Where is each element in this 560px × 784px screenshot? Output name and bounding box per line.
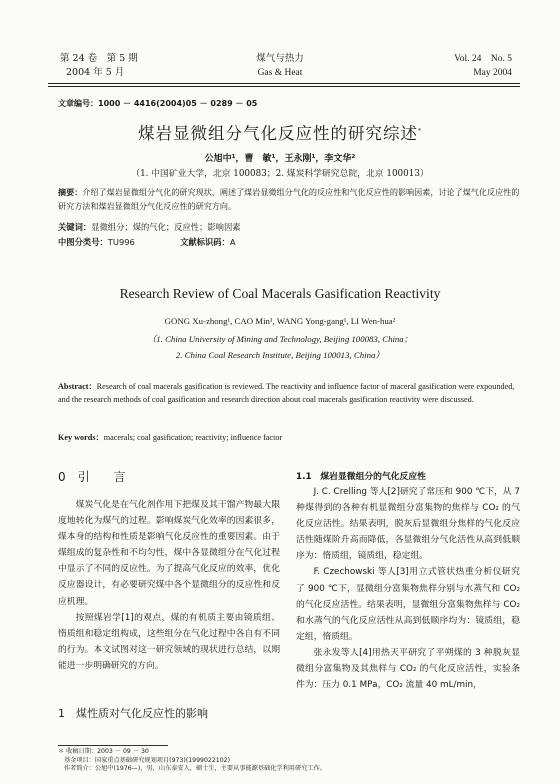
keywords-en-label: Key words：: [58, 433, 104, 442]
affiliation-en-2: 2. China Coal Research Institute, Beijing 100013, China）: [175, 350, 385, 360]
header-date-en: May 2004: [473, 68, 512, 78]
intro-paragraph-2: 按照煤岩学[1]的观点，煤的有机质主要由镜质组、惰质组和稳定组构成，这些组分在气化过程中各自有不同的行为。本文试图对这一研究领域的现状进行总结，以期能进一步明确研究的方向。: [58, 612, 280, 671]
keywords-en-text: macerals; coal gasification; reactivity; influence factor: [103, 433, 283, 442]
footnote: [58, 748, 520, 774]
header-vol-en-block: [454, 52, 512, 80]
intro-paragraph-1: 煤炭气化是在气化剂作用下把煤及其干馏产物最大限度地转化为煤气的过程。影响煤炭气化效率的因素很多，煤本身的结构和性质是影响气化反应性的重要因素。由于煤组成的复杂性和不均匀性，煤中各显微组分在气化过程中显示了不同的反应性。为了提高气化反应的效率，优化反应器设计，有必要研究煤中各个显微组分的反应性和反应机理。: [58, 500, 280, 607]
authors-zh: 公旭中¹，曹 敏¹，王永刚¹，李文华²: [204, 154, 356, 164]
article-number: 文章编号：1000 － 4416(2004)05 － 0289 － 05: [58, 99, 258, 108]
footnote-rule: [58, 745, 168, 746]
section-1-1-heading: 1.1 煤岩显微组分的气化反应性: [296, 472, 426, 482]
clc-text: TU996: [107, 237, 135, 247]
section-intro-heading: 0 引 言: [58, 470, 126, 484]
classification-zh: [58, 236, 520, 248]
header-journal-zh: 煤气与热力: [256, 53, 304, 64]
footnote-author: 作者简介：公旭中(1976—)，男，山东泰安人，硕士生，主要从事能源基础化学利用研究工作。: [64, 765, 326, 773]
abstract-zh-label: 摘要：: [58, 187, 83, 197]
right-column-body: [296, 484, 520, 693]
footnote-fund: 基金项目：国家重点基础研究规划项目(973)(1999022102): [64, 756, 231, 764]
affiliation-en-1: （1. China University of Mining and Technology, Beijing 100083, China；: [147, 334, 413, 344]
affiliation-zh: （1. 中国矿业大学，北京 100083；2. 煤炭科学研究总院，北京 100013）: [131, 169, 429, 179]
authors-en: GONG Xu-zhong¹, CAO Min¹, WANG Yong-gang¹, LI Wen-hua²: [164, 316, 396, 326]
doc-code-text: A: [229, 237, 236, 247]
header-date-zh: 2004 年 5 月: [66, 67, 125, 78]
footnote-received: ＊ 收稿日期：2003 － 09 － 30: [58, 748, 149, 755]
abstract-en-text: Research of coal macerals gasification is reviewed. The reactivity and influence factor of maceral gasification were expounded, and the research methods of coal gasification and research direction about coal macerals gasification reactivity were discussed.: [58, 382, 515, 404]
right-paragraph-3: 张永发等人[4]用热天平研究了平朔煤的 3 种脱灰显微组分富集物及其焦样与 CO₂ 的气化反应活性，实验条件为：压力 0.1 MPa，CO₂ 流量 40 mL/min，: [296, 647, 520, 691]
title-zh: 煤岩显微组分气化反应性的研究综述: [138, 124, 418, 143]
abstract-en: [58, 380, 520, 406]
abstract-zh-text: 介绍了煤岩显微组分气化的研究现状，阐述了煤岩显微组分气化的反应性和气化反应性的影响因素，讨论了煤气化反应性的研究方法和煤岩显微组分气化反应性的研究方向。: [58, 187, 520, 211]
header-rule-bottom: [48, 86, 520, 87]
header-rule-top: [48, 83, 520, 84]
abstract-en-label: Abstract：: [58, 382, 97, 391]
keywords-zh-label: 关键词：: [58, 222, 92, 232]
right-paragraph-1: J. C. Crelling 等人[2]研究了常压和 900 ℃下，从 7 种煤得到的各种有机显微组分富集物的焦样与 CO₂ 的气化反应活性。结果表明，脱灰后显微组分焦样的气化反应活性随煤阶升高而降低，各显微组分气化活性从高到低顺序为：惰质组，镜质组，稳定组。: [296, 487, 520, 562]
header-journal-en: Gas & Heat: [257, 68, 303, 78]
doc-code-label: 文献标识码：: [180, 237, 230, 247]
keywords-zh-text: 显微组分；煤的气化；反应性；影响因素: [91, 222, 241, 232]
abstract-zh: [58, 186, 520, 213]
left-column-body: [58, 497, 280, 674]
right-paragraph-2: F. Czechowski 等人[3]用立式管状热重分析仪研究了 900 ℃下，显微组分富集物焦样分别与水蒸气和 CO₂ 的气化反应活性。结果表明，显微组分富集物焦样与 CO₂ 和水蒸气的气化反应活性从高到低顺序均为：镜质组，稳定组，惰质组。: [296, 567, 520, 642]
section-1-heading: 1 煤性质对气化反应性的影响: [58, 707, 208, 720]
header-volume-issue-zh: 第 24 卷 第 5 期: [60, 53, 138, 64]
title-zh-block: [0, 120, 560, 144]
title-zh-mark: *: [418, 127, 422, 135]
header-volume-issue-en: Vol. 24 No. 5: [454, 54, 512, 64]
keywords-zh: [58, 221, 520, 233]
keywords-en: [58, 432, 520, 443]
clc-label: 中图分类号：: [58, 237, 108, 247]
title-en: Research Review of Coal Macerals Gasification Reactivity: [119, 286, 441, 301]
